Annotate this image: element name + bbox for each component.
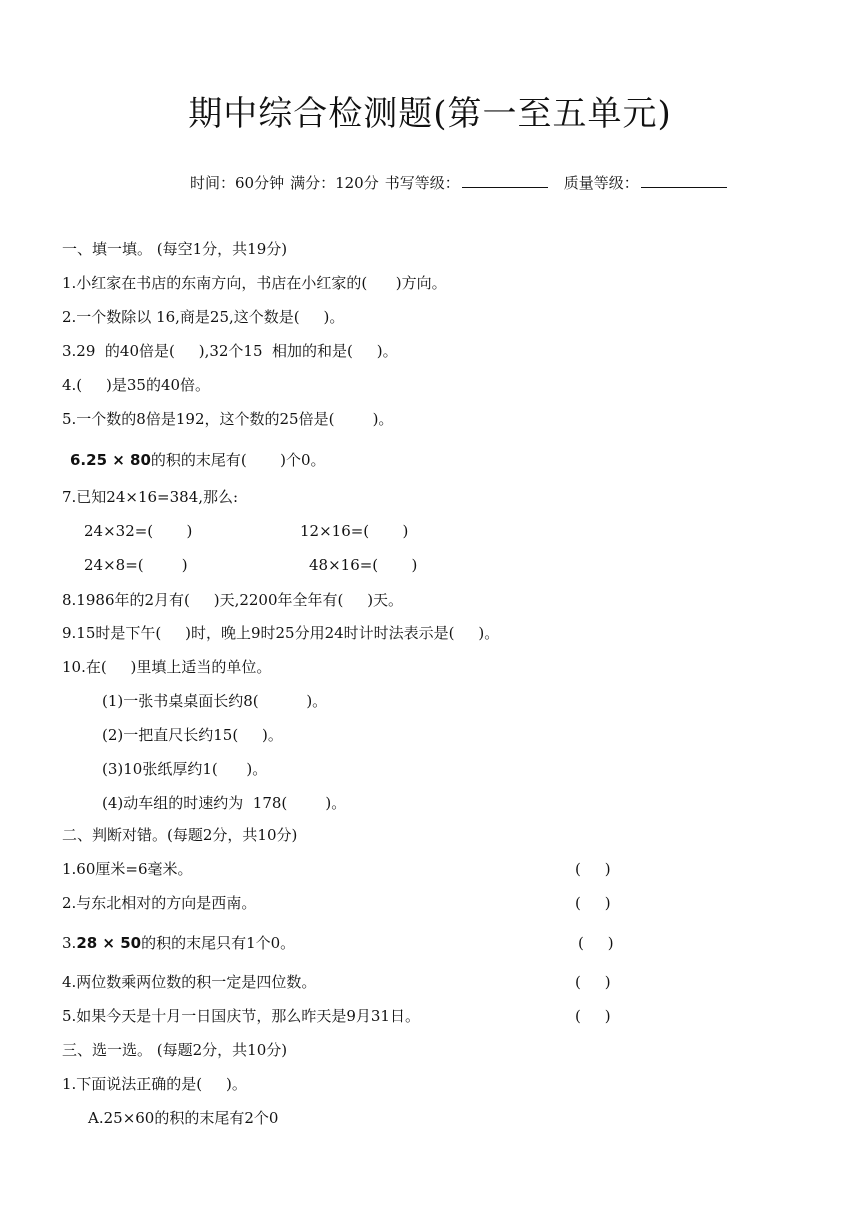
s1-q6-text: 的积的末尾有( )个0。 bbox=[150, 451, 326, 469]
s1-q10-4: (4)动车组的时速约为 178( )。 bbox=[102, 794, 347, 812]
s2-q2-answer-paren[interactable]: ( ) bbox=[575, 894, 611, 912]
s1-question-8: 8.1986年的2月有( )天,2200年全年有( )天。 bbox=[62, 591, 404, 609]
s2-question-1: 1.60厘米=6毫米。 bbox=[62, 860, 193, 878]
s2-q3-expression: 28 × 50 bbox=[76, 934, 142, 952]
s1-question-9: 9.15时是下午( )时，晚上9时25分用24时计时法表示是( )。 bbox=[62, 624, 500, 642]
s2-q1-answer-paren[interactable]: ( ) bbox=[575, 860, 611, 878]
s1-question-3: 3.29 的40倍是( ),32个15 相加的和是( )。 bbox=[62, 342, 398, 360]
exam-meta bbox=[190, 172, 727, 193]
s1-q10-1: (1)一张书桌桌面长约8( )。 bbox=[102, 692, 328, 710]
s1-question-2: 2.一个数除以 16,商是25,这个数是( )。 bbox=[62, 308, 345, 326]
s1-q7-a: 24×32=( ) bbox=[84, 522, 193, 540]
s3-question-1: 1.下面说法正确的是( )。 bbox=[62, 1075, 247, 1093]
section-3-heading: 三、选一选。 (每题2分，共10分) bbox=[62, 1041, 288, 1059]
s2-question-4: 4.两位数乘两位数的积一定是四位数。 bbox=[62, 973, 317, 991]
s2-q5-answer-paren[interactable]: ( ) bbox=[575, 1007, 611, 1025]
time-label: 时间：60分钟 bbox=[190, 174, 285, 192]
full-score-label: 满分：120分 bbox=[290, 174, 379, 192]
s1-question-7: 7.已知24×16=384,那么: bbox=[62, 488, 239, 506]
s1-q7-b: 12×16=( ) bbox=[300, 522, 409, 540]
s1-question-6 bbox=[70, 450, 326, 470]
s1-q7-c: 24×8=( ) bbox=[84, 556, 188, 574]
s1-question-10: 10.在( )里填上适当的单位。 bbox=[62, 658, 272, 676]
section-1-heading: 一、填一填。 (每空1分，共19分) bbox=[62, 240, 288, 258]
s1-q10-2: (2)一把直尺长约15( )。 bbox=[102, 726, 283, 744]
s3-q1-option-a: A.25×60的积的末尾有2个0 bbox=[88, 1109, 279, 1127]
s1-question-4: 4.( )是35的40倍。 bbox=[62, 376, 211, 394]
writing-grade-label: 书写等级： bbox=[384, 174, 460, 192]
s1-q6-expression: 6.25 × 80 bbox=[70, 451, 151, 469]
s1-question-1: 1.小红家在书店的东南方向，书店在小红家的( )方向。 bbox=[62, 274, 447, 292]
s2-question-3 bbox=[62, 933, 295, 953]
s2-question-2: 2.与东北相对的方向是西南。 bbox=[62, 894, 257, 912]
section-2-heading: 二、判断对错。(每题2分，共10分) bbox=[62, 826, 298, 844]
s2-q3-answer-paren[interactable]: ( ) bbox=[578, 934, 614, 952]
writing-grade-blank[interactable] bbox=[462, 173, 548, 188]
s1-question-5: 5.一个数的8倍是192，这个数的25倍是( )。 bbox=[62, 410, 394, 428]
quality-grade-blank[interactable] bbox=[641, 173, 727, 188]
s1-q10-3: (3)10张纸厚约1( )。 bbox=[102, 760, 268, 778]
quality-grade-label: 质量等级： bbox=[563, 174, 639, 192]
s2-q3-text: 的积的末尾只有1个0。 bbox=[141, 934, 296, 952]
s2-q3-prefix: 3. bbox=[62, 934, 77, 952]
page-title: 期中综合检测题(第一至五单元) bbox=[188, 94, 672, 134]
s1-q7-d: 48×16=( ) bbox=[309, 556, 418, 574]
s2-q4-answer-paren[interactable]: ( ) bbox=[575, 973, 611, 991]
s2-question-5: 5.如果今天是十月一日国庆节，那么昨天是9月31日。 bbox=[62, 1007, 420, 1025]
